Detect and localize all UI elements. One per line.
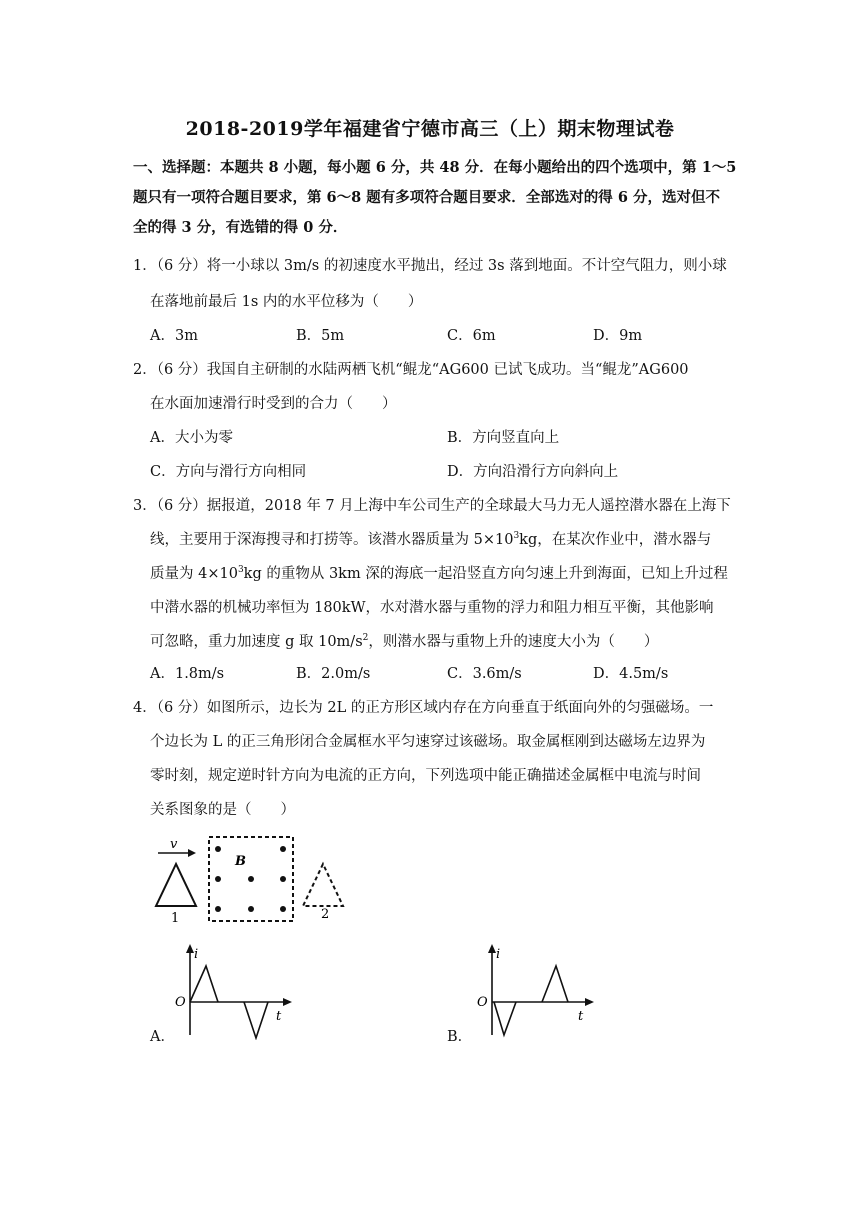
- q3-stem-line-5: 可忽略，重力加速度 g 取 $10m/s^2$，则潜水器与重物上升的速度大小为（ ）: [150, 633, 659, 650]
- q4-field-figure: [150, 832, 350, 932]
- q2-option-b: B．方向竖直向上: [447, 430, 560, 446]
- q4-stem-line-1: 4．（6 分）如图所示，边长为 2L 的正方形区域内存在方向垂直于纸面向外的匀强磁场。一: [133, 700, 714, 716]
- t-axis-label: t: [276, 1009, 282, 1024]
- q4-option-b: B．: [447, 1029, 473, 1045]
- q2-option-d: D．方向沿滑行方向斜向上: [447, 464, 619, 480]
- velocity-label: v: [170, 837, 178, 852]
- q4-option-a: A．: [150, 1029, 175, 1045]
- q1-option-a: A．3m: [150, 328, 198, 344]
- origin-label: O: [477, 995, 488, 1010]
- triangle-2-label: 2: [321, 907, 330, 922]
- field-dots: [215, 846, 286, 912]
- positive-pulse: [190, 966, 218, 1002]
- q3-option-c: C．3.6m/s: [447, 666, 522, 682]
- section-instructions-line-2: 题只有一项符合题目要求，第 6～8 题有多项符合题目要求．全部选对的得 6 分，选对但不: [133, 189, 720, 206]
- q4-stem-line-3: 零时刻，规定逆时针方向为电流的正方向，下列选项中能正确描述金属框中电流与时间: [150, 768, 701, 784]
- negative-pulse: [494, 1002, 516, 1035]
- q1-option-b: B．5m: [296, 328, 345, 344]
- negative-pulse: [244, 1002, 268, 1038]
- q3-option-d: D．4.5m/s: [593, 666, 669, 682]
- section-instructions-line-1: 一、选择题：本题共 8 小题，每小题 6 分，共 48 分．在每小题给出的四个选项中，第 1～5: [133, 159, 737, 176]
- q3-stem-line-1: 3．（6 分）据报道，2018 年 7 月上海中车公司生产的全球最大马力无人遥控潜水器在上海下: [133, 498, 731, 514]
- q3-option-a: A．1.8m/s: [150, 666, 225, 682]
- section-instructions-line-3: 全的得 3 分，有选错的得 0 分．: [133, 219, 348, 236]
- q3-option-b: B．2.0m/s: [296, 666, 371, 682]
- q3-stem-line-4: 中潜水器的机械功率恒为 180kW，水对潜水器与重物的浮力和阻力相互平衡，其他影响: [150, 600, 714, 616]
- positive-pulse: [542, 966, 568, 1002]
- triangle-frame-2: [303, 864, 343, 906]
- q1-option-d: D．9m: [593, 328, 643, 344]
- triangle-1-label: 1: [171, 911, 180, 926]
- q4-graph-b: [472, 940, 602, 1040]
- q2-option-a: A．大小为零: [150, 430, 233, 446]
- i-axis-label: i: [194, 947, 199, 962]
- q4-stem-line-4: 关系图象的是（ ）: [150, 802, 295, 818]
- q2-option-c: C．方向与滑行方向相同: [150, 464, 307, 480]
- i-axis-label: i: [496, 947, 501, 962]
- q4-graph-a: [170, 940, 300, 1040]
- q3-stem-line-2: 线，主要用于深海搜寻和打捞等。该潜水器质量为 $5\times 10^3kg$，在某次作业中，潜水器与: [150, 531, 712, 548]
- triangle-frame-1: [156, 864, 196, 906]
- q1-stem-line-2: 在落地前最后 1s 内的水平位移为（ ）: [150, 294, 423, 310]
- q3-stem-line-3: 质量为 $4\times 10^3kg$ 的重物从 3km 深的海底一起沿竖直方向匀速上升到海面，已知上升过程: [150, 565, 728, 582]
- q1-stem-line-1: 1．（6 分）将一小球以 3m/s 的初速度水平抛出，经过 3s 落到地面。不计空气阻力，则小球: [133, 258, 727, 274]
- q2-stem-line-1: 2．（6 分）我国自主研制的水陆两栖飞机“鲲龙“AG600 已试飞成功。当“鲲龙”AG600: [133, 362, 689, 378]
- t-axis-label: t: [578, 1009, 584, 1024]
- page-title: 2018-2019学年福建省宁德市高三（上）期末物理试卷: [185, 118, 675, 140]
- origin-label: O: [175, 995, 186, 1010]
- q1-option-c: C．6m: [447, 328, 496, 344]
- q2-stem-line-2: 在水面加速滑行时受到的合力（ ）: [150, 396, 397, 412]
- q4-stem-line-2: 个边长为 L 的正三角形闭合金属框水平匀速穿过该磁场。取金属框刚到达磁场左边界为: [150, 734, 706, 750]
- field-label: B: [235, 854, 246, 869]
